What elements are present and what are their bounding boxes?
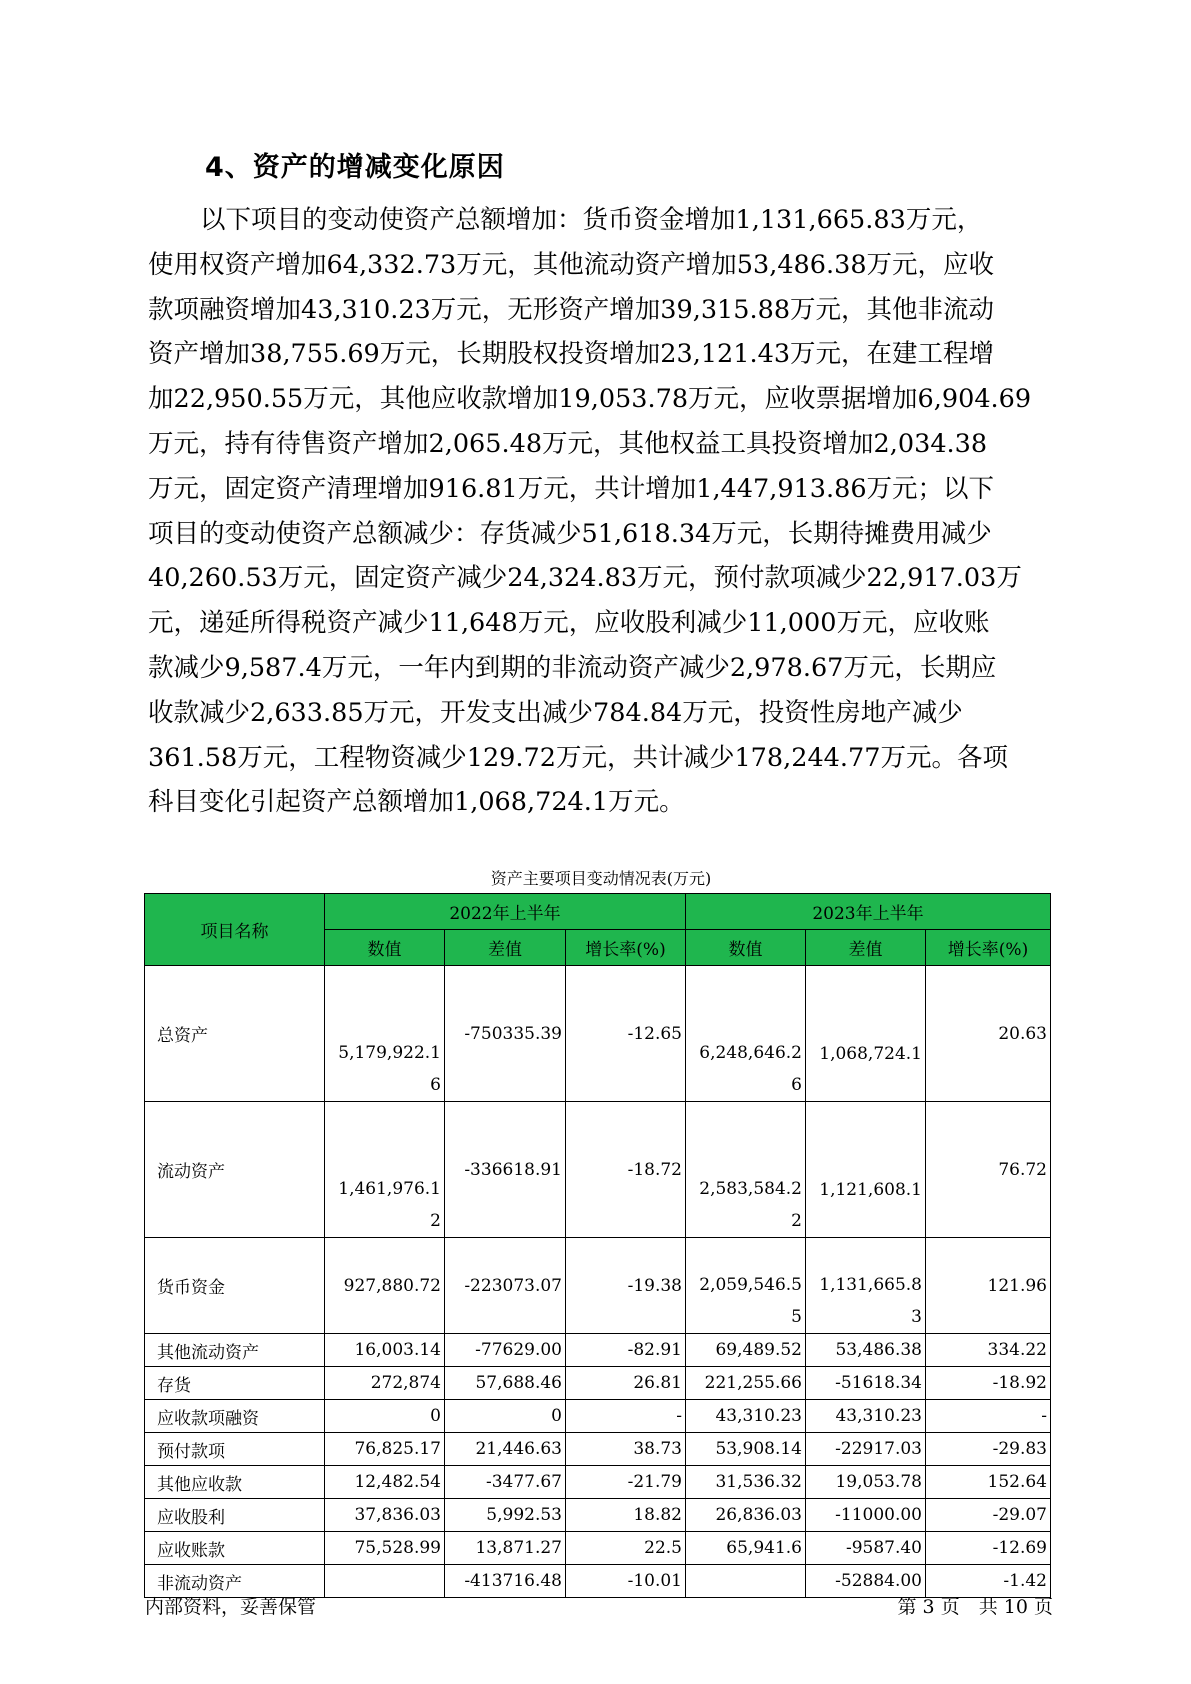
cell-rate-2023: -1.42 [926, 1565, 1051, 1598]
cell-value-2023: 2,059,546.55 [686, 1238, 806, 1334]
paragraph-line: 加22,950.55万元，其他应收款增加19,053.78万元，应收票据增加6,904.69 [148, 384, 1032, 415]
cell-value-2022: 1,461,976.12 [325, 1102, 445, 1238]
cell-value-2023: 6,248,646.26 [686, 966, 806, 1102]
cell-rate-2023: -29.07 [926, 1499, 1051, 1532]
cell-diff-2022: -750335.39 [445, 966, 566, 1102]
footer-page-number [897, 1592, 1053, 1619]
col-header-diff: 差值 [806, 930, 926, 966]
cell-rate-2023: - [926, 1400, 1051, 1433]
cell-rate-2022: -82.91 [566, 1334, 686, 1367]
row-label: 其他应收款 [145, 1466, 325, 1499]
row-label: 总资产 [145, 966, 325, 1102]
paragraph-line: 资产增加38,755.69万元，长期股权投资增加23,121.43万元，在建工程增 [148, 339, 995, 370]
cell-value-2022: 0 [325, 1400, 445, 1433]
paragraph-line: 科目变化引起资产总额增加1,068,724.1万元。 [148, 787, 685, 818]
paragraph-line: 收款减少2,633.85万元，开发支出减少784.84万元，投资性房地产减少 [148, 697, 963, 728]
cell-diff-2023: 1,068,724.1 [806, 966, 926, 1102]
col-header-period-2023: 2023年上半年 [686, 894, 1051, 930]
cell-rate-2022: 22.5 [566, 1532, 686, 1565]
cell-diff-2022: -3477.67 [445, 1466, 566, 1499]
table-row [145, 1499, 1051, 1532]
table-row [145, 1532, 1051, 1565]
paragraph-line: 使用权资产增加64,332.73万元，其他流动资产增加53,486.38万元，应收 [148, 249, 995, 280]
cell-value-2023: 53,908.14 [686, 1433, 806, 1466]
cell-rate-2022: -12.65 [566, 966, 686, 1102]
footer-confidential-note: 内部资料，妥善保管 [145, 1596, 317, 1618]
cell-value-2022: 927,880.72 [325, 1238, 445, 1334]
cell-diff-2022: 21,446.63 [445, 1433, 566, 1466]
row-label: 货币资金 [145, 1238, 325, 1334]
cell-diff-2023: -22917.03 [806, 1433, 926, 1466]
cell-rate-2023: -29.83 [926, 1433, 1051, 1466]
cell-diff-2023: 19,053.78 [806, 1466, 926, 1499]
table-row [145, 1367, 1051, 1400]
paragraph-line: 万元，固定资产清理增加916.81万元，共计增加1,447,913.86万元；以下 [148, 473, 995, 504]
cell-diff-2022: -77629.00 [445, 1334, 566, 1367]
paragraph-line: 以下项目的变动使资产总额增加：货币资金增加1,131,665.83万元， [200, 205, 983, 235]
section-heading: 4、资产的增减变化原因 [205, 152, 505, 183]
cell-rate-2022: 26.81 [566, 1367, 686, 1400]
cell-rate-2023: 121.96 [926, 1238, 1051, 1334]
cell-diff-2023: -51618.34 [806, 1367, 926, 1400]
cell-value-2023: 69,489.52 [686, 1334, 806, 1367]
paragraph-line: 元，递延所得税资产减少11,648万元，应收股利减少11,000万元，应收账 [148, 608, 990, 639]
paragraph-line: 万元，持有待售资产增加2,065.48万元，其他权益工具投资增加2,034.38 [148, 428, 988, 459]
row-label: 存货 [145, 1367, 325, 1400]
page-total: 10 [1003, 1596, 1028, 1618]
col-header-rate: 增长率(%) [566, 930, 686, 966]
cell-diff-2022: 5,992.53 [445, 1499, 566, 1532]
page-prefix: 第 [897, 1596, 917, 1618]
cell-diff-2023: 53,486.38 [806, 1334, 926, 1367]
table-row [145, 1466, 1051, 1499]
page-current: 3 [922, 1596, 935, 1618]
cell-diff-2022: 0 [445, 1400, 566, 1433]
col-header-value: 数值 [686, 930, 806, 966]
cell-diff-2022: -223073.07 [445, 1238, 566, 1334]
cell-diff-2023: 1,131,665.83 [806, 1238, 926, 1334]
table-row [145, 1334, 1051, 1367]
cell-rate-2023: 334.22 [926, 1334, 1051, 1367]
body-paragraph [148, 198, 1054, 825]
cell-diff-2023: 1,121,608.1 [806, 1102, 926, 1238]
row-label: 预付款项 [145, 1433, 325, 1466]
cell-rate-2023: 76.72 [926, 1102, 1051, 1238]
cell-value-2023: 2,583,584.22 [686, 1102, 806, 1238]
paragraph-line: 40,260.53万元，固定资产减少24,324.83万元，预付款项减少22,917.03万 [148, 563, 1022, 594]
cell-value-2023: 31,536.32 [686, 1466, 806, 1499]
table-caption: 资产主要项目变动情况表(万元) [490, 869, 712, 888]
cell-diff-2023: 43,310.23 [806, 1400, 926, 1433]
cell-rate-2023: -12.69 [926, 1532, 1051, 1565]
cell-rate-2022: -18.72 [566, 1102, 686, 1238]
col-header-item-name: 项目名称 [145, 894, 325, 966]
row-label: 应收账款 [145, 1532, 325, 1565]
cell-diff-2022: 13,871.27 [445, 1532, 566, 1565]
table-row [145, 1400, 1051, 1433]
col-header-diff: 差值 [445, 930, 566, 966]
paragraph-line: 项目的变动使资产总额减少：存货减少51,618.34万元，长期待摊费用减少 [148, 518, 992, 549]
col-header-period-2022: 2022年上半年 [325, 894, 686, 930]
col-header-value: 数值 [325, 930, 445, 966]
col-header-rate: 增长率(%) [926, 930, 1051, 966]
table-row [145, 1238, 1051, 1334]
asset-change-table [144, 893, 1051, 1598]
cell-diff-2023: -52884.00 [806, 1565, 926, 1598]
paragraph-line: 款项融资增加43,310.23万元，无形资产增加39,315.88万元，其他非流动 [148, 294, 995, 325]
cell-rate-2023: 20.63 [926, 966, 1051, 1102]
cell-rate-2022: -10.01 [566, 1565, 686, 1598]
table-row [145, 966, 1051, 1102]
paragraph-line: 361.58万元，工程物资减少129.72万元，共计减少178,244.77万元。各项 [148, 742, 1008, 773]
cell-diff-2023: -9587.40 [806, 1532, 926, 1565]
cell-value-2022: 76,825.17 [325, 1433, 445, 1466]
row-label: 流动资产 [145, 1102, 325, 1238]
cell-diff-2022: 57,688.46 [445, 1367, 566, 1400]
cell-diff-2022: -336618.91 [445, 1102, 566, 1238]
cell-rate-2022: 18.82 [566, 1499, 686, 1532]
page-suffix: 页 [1033, 1596, 1053, 1618]
row-label: 应收股利 [145, 1499, 325, 1532]
paragraph-line: 款减少9,587.4万元，一年内到期的非流动资产减少2,978.67万元，长期应 [148, 652, 997, 683]
cell-rate-2022: -19.38 [566, 1238, 686, 1334]
row-label: 应收款项融资 [145, 1400, 325, 1433]
row-label: 其他流动资产 [145, 1334, 325, 1367]
cell-value-2023: 65,941.6 [686, 1532, 806, 1565]
cell-value-2022: 5,179,922.16 [325, 966, 445, 1102]
cell-value-2023: 26,836.03 [686, 1499, 806, 1532]
cell-value-2022: 272,874 [325, 1367, 445, 1400]
cell-value-2022: 16,003.14 [325, 1334, 445, 1367]
row-label: 非流动资产 [145, 1565, 325, 1598]
cell-value-2022 [325, 1565, 445, 1598]
cell-value-2022: 75,528.99 [325, 1532, 445, 1565]
page-mid: 页 共 [940, 1596, 998, 1618]
cell-rate-2023: -18.92 [926, 1367, 1051, 1400]
cell-value-2023: 43,310.23 [686, 1400, 806, 1433]
table-row [145, 1433, 1051, 1466]
table-row [145, 1102, 1051, 1238]
cell-value-2022: 37,836.03 [325, 1499, 445, 1532]
cell-diff-2022: -413716.48 [445, 1565, 566, 1598]
cell-value-2023 [686, 1565, 806, 1598]
cell-diff-2023: -11000.00 [806, 1499, 926, 1532]
cell-rate-2022: -21.79 [566, 1466, 686, 1499]
cell-rate-2022: - [566, 1400, 686, 1433]
cell-value-2022: 12,482.54 [325, 1466, 445, 1499]
cell-rate-2023: 152.64 [926, 1466, 1051, 1499]
cell-rate-2022: 38.73 [566, 1433, 686, 1466]
cell-value-2023: 221,255.66 [686, 1367, 806, 1400]
